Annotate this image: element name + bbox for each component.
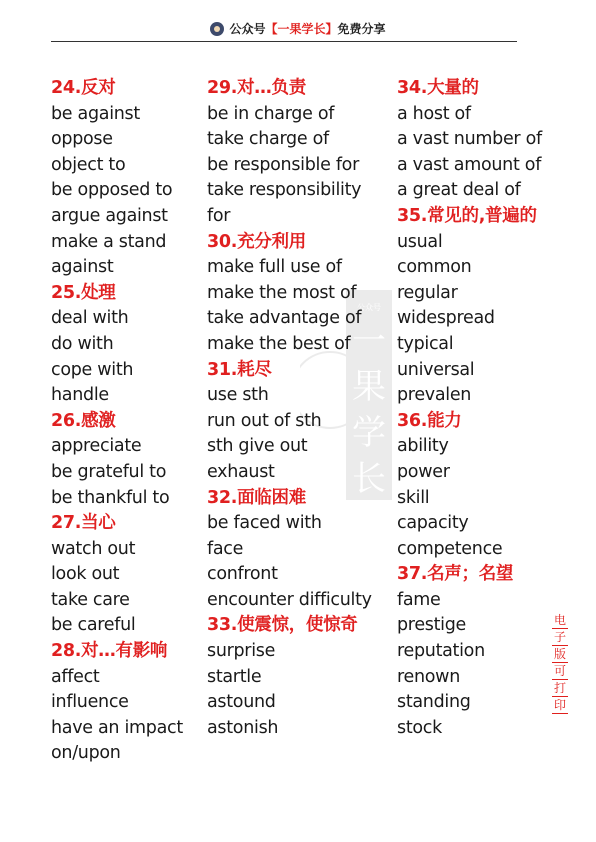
header-suffix: 免费分享: [337, 22, 386, 36]
phrase-item: be in charge of: [207, 103, 335, 124]
phrase-item: handle: [51, 385, 109, 406]
phrase-item: run out of sth: [207, 410, 322, 431]
phrase-item: universal: [397, 359, 475, 380]
phrase-item: reputation: [397, 641, 485, 662]
phrase-item: a great deal of: [397, 180, 521, 201]
phrase-item: regular: [397, 282, 458, 303]
phrase-item: be against: [51, 103, 140, 124]
phrase-item: face: [207, 538, 244, 559]
phrase-item: be grateful to: [51, 461, 167, 482]
phrase-item: be responsible for: [207, 154, 359, 175]
section-heading: 33.使震惊，使惊奇: [207, 615, 358, 636]
phrase-item: make the best of: [207, 333, 351, 354]
side-note-char: 打: [553, 681, 566, 695]
phrase-item: make a stand: [51, 231, 167, 252]
vocab-column-1: [51, 76, 201, 767]
phrase-item: object to: [51, 154, 126, 175]
phrase-item: oppose: [51, 129, 113, 150]
phrase-item: confront: [207, 564, 278, 585]
phrase-item: a host of: [397, 103, 471, 124]
phrase-item: usual: [397, 231, 443, 252]
phrase-item: argue against: [51, 205, 168, 226]
phrase-item: make the most of: [207, 282, 357, 303]
section-heading: 26.感激: [51, 410, 116, 431]
phrase-item: exhaust: [207, 461, 275, 482]
phrase-item: cope with: [51, 359, 134, 380]
phrase-item: do with: [51, 333, 114, 354]
phrase-item: stock: [397, 717, 442, 738]
section-heading: 31.耗尽: [207, 359, 272, 380]
side-note-char: 电: [553, 613, 566, 627]
phrase-item: widespread: [397, 308, 495, 329]
phrase-item: common: [397, 257, 472, 278]
phrase-item: encounter difficulty: [207, 589, 372, 610]
phrase-item: take care: [51, 589, 130, 610]
section-heading: 29.对…负责: [207, 78, 306, 98]
phrase-item: affect: [51, 666, 100, 687]
phrase-item: astonish: [207, 717, 279, 738]
section-heading: 28.对…有影响: [51, 641, 168, 662]
vocab-column-3: [397, 76, 567, 741]
phrase-item: take advantage of: [207, 308, 362, 329]
phrase-item: take responsibility: [207, 180, 362, 201]
phrase-item: surprise: [207, 641, 276, 662]
section-heading: 36.能力: [397, 410, 462, 431]
phrase-item: be opposed to: [51, 180, 173, 201]
watermark-char-1: 一: [352, 321, 386, 361]
section-heading: 27.当心: [51, 513, 116, 534]
phrase-item: use sth: [207, 385, 269, 406]
phrase-item: typical: [397, 333, 454, 354]
phrase-item: skill: [397, 487, 430, 508]
phrase-item: be thankful to: [51, 487, 170, 508]
watermark-small-label: 公众号: [357, 303, 381, 312]
side-note-char: 版: [553, 647, 566, 661]
phrase-item: a vast number of: [397, 129, 542, 150]
side-note-char: 印: [553, 698, 566, 712]
phrase-item: be faced with: [207, 513, 322, 534]
section-heading: 34.大量的: [397, 78, 479, 98]
phrase-item: competence: [397, 538, 503, 559]
phrase-item: have an impact: [51, 717, 183, 738]
phrase-item: deal with: [51, 308, 129, 329]
phrase-item: standing: [397, 692, 471, 713]
phrase-item: renown: [397, 666, 460, 687]
side-note-char: 可: [553, 664, 566, 678]
avatar-icon: [210, 22, 224, 36]
phrase-item: appreciate: [51, 436, 142, 457]
phrase-item: astound: [207, 692, 276, 713]
phrase-item: prestige: [397, 615, 467, 636]
phrase-item: ability: [397, 436, 449, 457]
header-brand: 【一果学长】: [265, 22, 338, 36]
phrase-item: power: [397, 461, 450, 482]
phrase-item: be careful: [51, 615, 136, 636]
phrase-item: on/upon: [51, 743, 121, 764]
phrase-item: look out: [51, 564, 120, 585]
section-heading: 37.名声；名望: [397, 564, 514, 585]
phrase-item: fame: [397, 589, 441, 610]
phrase-item: against: [51, 257, 114, 278]
section-heading: 30.充分利用: [207, 231, 306, 252]
header-divider: [51, 41, 517, 42]
phrase-item: sth give out: [207, 436, 308, 457]
section-heading: 32.面临困难: [207, 487, 306, 508]
phrase-item: take charge of: [207, 129, 329, 150]
side-note-printable: [552, 612, 568, 714]
section-heading: 35.常见的,普遍的: [397, 205, 537, 226]
phrase-item: watch out: [51, 538, 136, 559]
watermark-char-2: 果: [352, 367, 386, 407]
watermark-char-4: 长: [352, 459, 386, 499]
header-prefix: 公众号: [229, 22, 266, 36]
phrase-item: prevalen: [397, 385, 472, 406]
phrase-item: make full use of: [207, 257, 342, 278]
section-heading: 25.处理: [51, 282, 116, 303]
section-heading: 24.反对: [51, 78, 116, 98]
phrase-item: startle: [207, 666, 262, 687]
vocab-column-2: [207, 76, 392, 741]
phrase-item: influence: [51, 692, 129, 713]
watermark-char-3: 学: [352, 413, 386, 453]
side-note-char: 子: [553, 630, 566, 644]
phrase-item: for: [207, 205, 231, 226]
phrase-item: a vast amount of: [397, 154, 542, 175]
phrase-item: capacity: [397, 513, 469, 534]
page-header: [0, 20, 596, 37]
